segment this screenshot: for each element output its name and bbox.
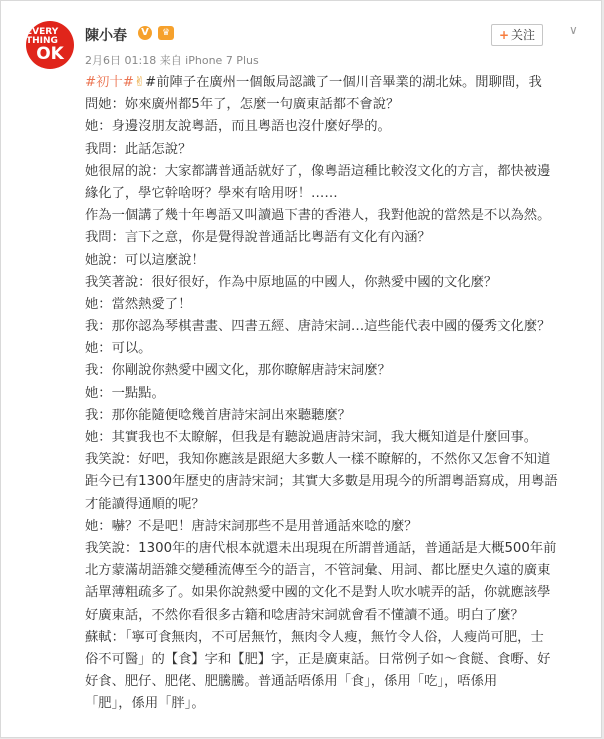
post-line: 她很屌的說：大家都講普通話就好了，像粵語這種比較沒文化的方言，都快被邊 — [85, 163, 551, 179]
post-line: 她：可以。 — [85, 341, 152, 357]
post-line: 她說：可以這麼說！ — [85, 252, 205, 268]
post-line: 我笑說：1300年的唐代根本就還未出現現在所謂普通話，普通話是大概500年前 — [85, 540, 557, 556]
post-meta: 2月6日 01:18 来自 iPhone 7 Plus — [85, 54, 259, 67]
post-line: 距今已有1300年歷史的唐詩宋詞；其實大多數是用現今的所謂粵語寫成，用粵語 — [85, 474, 558, 490]
post-line: 我：你剛說你熱愛中國文化，那你瞭解唐詩宋詞麼？ — [85, 363, 391, 379]
post-line: 作為一個講了幾十年粵語又叫讀過下書的香港人，我對他說的當然是不以為然。 — [85, 208, 551, 224]
post-line: 我問：言下之意，你是覺得說普通話比粵語有文化有內涵？ — [85, 230, 431, 246]
verified-icon: V — [138, 26, 152, 40]
post-body — [85, 72, 583, 715]
member-crown-icon[interactable]: ♛ — [158, 26, 174, 40]
post-line: 我：那你認為琴棋書畫、四書五經、唐詩宋詞…這些能代表中國的優秀文化麼？ — [85, 319, 551, 335]
user-name[interactable]: 陳小春 — [85, 28, 127, 44]
post-line: 俗不可醫」的【食】字和【肥】字，正是廣東話。日常例子如～食餸、食嘢、好 — [85, 651, 551, 667]
post-line: 她：其實我也不太瞭解，但我是有聽說過唐詩宋詞，我大概知道是什麼回事。 — [85, 430, 538, 445]
hashtag-link[interactable]: #初十# — [85, 75, 134, 90]
post-line: 緣化了，學它幹啥呀？學來有啥用呀！…… — [85, 185, 338, 201]
post-line: 她：身邊沒朋友說粵語，而且粵語也沒什麼好學的。 — [85, 119, 391, 135]
chevron-down-icon[interactable]: ∨ — [569, 23, 578, 37]
avatar-logo-text-bottom: OK — [36, 43, 64, 64]
post-line: 她：當然熱愛了！ — [85, 296, 192, 312]
post-line: 才能讀得通順的呢？ — [85, 496, 205, 512]
post-line: 北方蒙滿胡語雜交變種流傳至今的語言，不管詞彙、用詞、都比歷史久遠的廣東 — [85, 563, 551, 579]
post-line: 話單薄粗疏多了。如果你說熱愛中國的文化不是對人吹水唬弄的話，你就應該學 — [85, 585, 551, 601]
follow-label: 关注 — [511, 28, 536, 42]
post-line: 蘇軾：「寧可食無肉，不可居無竹，無肉令人瘦，無竹令人俗，人瘦尚可肥，士 — [85, 629, 544, 645]
avatar[interactable] — [26, 21, 74, 69]
follow-button[interactable] — [491, 24, 543, 46]
post-line: 好食、肥仔、肥佬、肥騰騰。普通話唔係用「食」，係用「吃」，唔係用 — [85, 674, 498, 690]
avatar-logo-text-top: EVERY THING — [26, 26, 59, 46]
post-line: 她：嚇？不是吧！唐詩宋詞那些不是用普通話來唸的麼？ — [85, 518, 418, 534]
victory-hand-emoji: ✌ — [133, 75, 146, 90]
post-line: 我笑說：好吧，我知你應該是跟絕大多數人一樣不瞭解的，不然你又怎會不知道 — [85, 452, 551, 468]
post-text: #前陣子在廣州一個飯局認識了一個川音畢業的湖北妹。閒聊間，我 — [145, 75, 542, 90]
plus-icon: + — [498, 28, 510, 42]
post-line: 我：那你能隨便唸幾首唐詩宋詞出來聽聽麼？ — [85, 407, 351, 423]
post-line: 我問：此話怎說？ — [85, 141, 192, 157]
post-line: 問她：妳來廣州都5年了，怎麼一句廣東話都不會說？ — [85, 97, 400, 113]
post-line: 「肥」，係用「胖」。 — [85, 696, 205, 712]
post-line: 好廣東話，不然你看很多古籍和唸唐詩宋詞就會看不懂讀不通。明白了麼？ — [85, 607, 524, 623]
post-line: 她：一點點。 — [85, 385, 165, 401]
post-line-first — [85, 72, 583, 94]
post-line: 我笑著說：很好很好，作為中原地區的中國人，你熱愛中國的文化麼？ — [85, 274, 498, 290]
